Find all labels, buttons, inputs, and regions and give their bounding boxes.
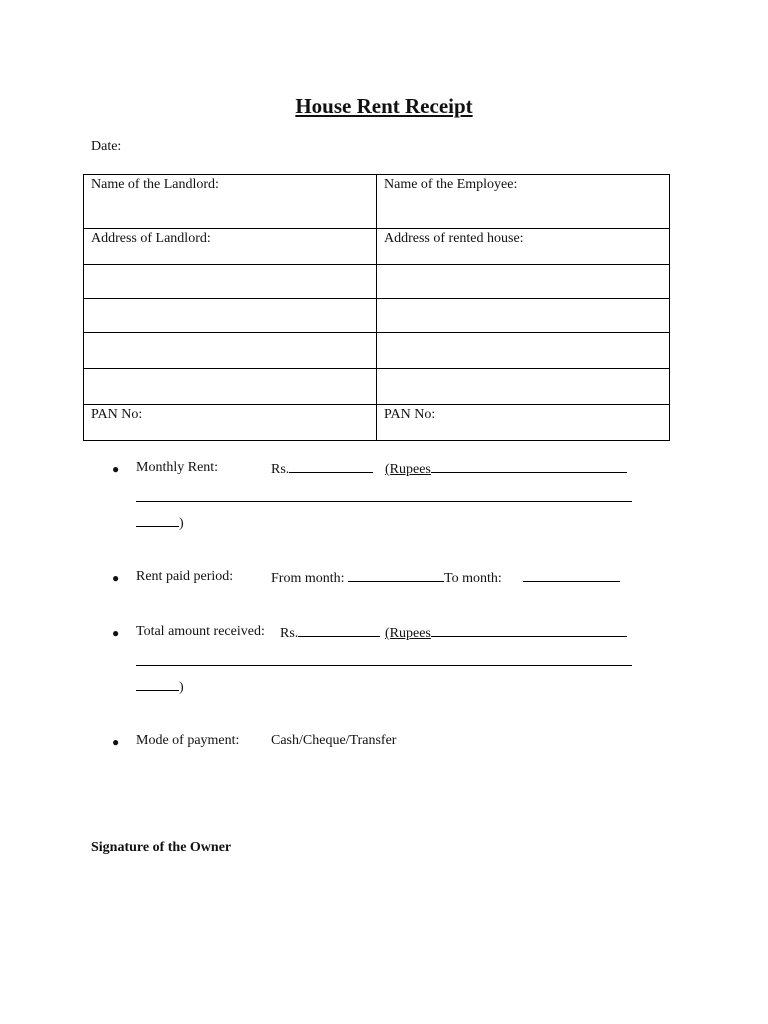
close-paren: ) (179, 680, 184, 695)
rented-house-address-line[interactable] (377, 369, 670, 405)
rupees-label: (Rupees (385, 462, 431, 477)
signature-label: Signature of the Owner (91, 840, 232, 855)
rupees-words[interactable] (385, 460, 627, 478)
employee-name-cell[interactable]: Name of the Employee: (377, 175, 670, 229)
to-month-blank[interactable] (523, 569, 620, 582)
from-month-blank[interactable] (348, 569, 444, 582)
rent-amount-blank[interactable] (289, 460, 373, 473)
rupees-blank-2[interactable] (431, 624, 627, 637)
mode-of-payment-value[interactable]: Cash/Cheque/Transfer (271, 733, 397, 748)
landlord-address-cell[interactable]: Address of Landlord: (84, 229, 377, 265)
to-month-label: To month: (444, 571, 502, 586)
rent-period-label: Rent paid period: (136, 569, 234, 584)
page-title: House Rent Receipt (295, 94, 473, 118)
rupees-close[interactable] (136, 514, 184, 532)
mode-of-payment-label: Mode of payment: (136, 733, 240, 748)
table-row (84, 405, 670, 441)
rupees-words-2[interactable] (385, 624, 627, 642)
table-row (84, 369, 670, 405)
table-row (84, 299, 670, 333)
rupees-continuation-line[interactable] (136, 501, 632, 502)
monthly-rent-amount[interactable] (271, 460, 373, 478)
table-row (84, 265, 670, 299)
rupees-continuation-line-2[interactable] (136, 665, 632, 666)
bullet-icon: ● (112, 626, 120, 640)
landlord-address-line[interactable] (84, 265, 377, 299)
rupees-close-2[interactable] (136, 678, 184, 696)
rupees-blank[interactable] (431, 460, 627, 473)
from-month-label: From month: (271, 571, 345, 586)
table-row (84, 175, 670, 229)
rupees-label: (Rupees (385, 626, 431, 641)
monthly-rent-label: Monthly Rent: (136, 460, 219, 475)
landlord-name-cell[interactable]: Name of the Landlord: (84, 175, 377, 229)
bullet-icon: ● (112, 571, 120, 585)
table-row (84, 229, 670, 265)
table-row (84, 333, 670, 369)
details-table (83, 174, 670, 441)
total-amount-label: Total amount received: (136, 624, 265, 639)
rented-house-address-line[interactable] (377, 333, 670, 369)
landlord-address-line[interactable] (84, 299, 377, 333)
rs-label: Rs. (280, 626, 299, 641)
bullet-icon: ● (112, 735, 120, 749)
rupees-end-blank[interactable] (136, 514, 179, 527)
rs-label: Rs. (271, 462, 290, 477)
to-month-field[interactable] (523, 569, 620, 587)
employee-pan-cell[interactable]: PAN No: (377, 405, 670, 441)
rented-house-address-line[interactable] (377, 299, 670, 333)
rupees-end-blank-2[interactable] (136, 678, 179, 691)
from-month-field[interactable] (271, 569, 502, 587)
bullet-icon: ● (112, 462, 120, 476)
landlord-address-line[interactable] (84, 369, 377, 405)
total-amount-blank[interactable] (298, 624, 380, 637)
rented-house-address-cell[interactable]: Address of rented house: (377, 229, 670, 265)
landlord-address-line[interactable] (84, 333, 377, 369)
landlord-pan-cell[interactable]: PAN No: (84, 405, 377, 441)
date-label: Date: (91, 139, 122, 154)
total-amount-field[interactable] (280, 624, 380, 642)
close-paren: ) (179, 516, 184, 531)
rented-house-address-line[interactable] (377, 265, 670, 299)
